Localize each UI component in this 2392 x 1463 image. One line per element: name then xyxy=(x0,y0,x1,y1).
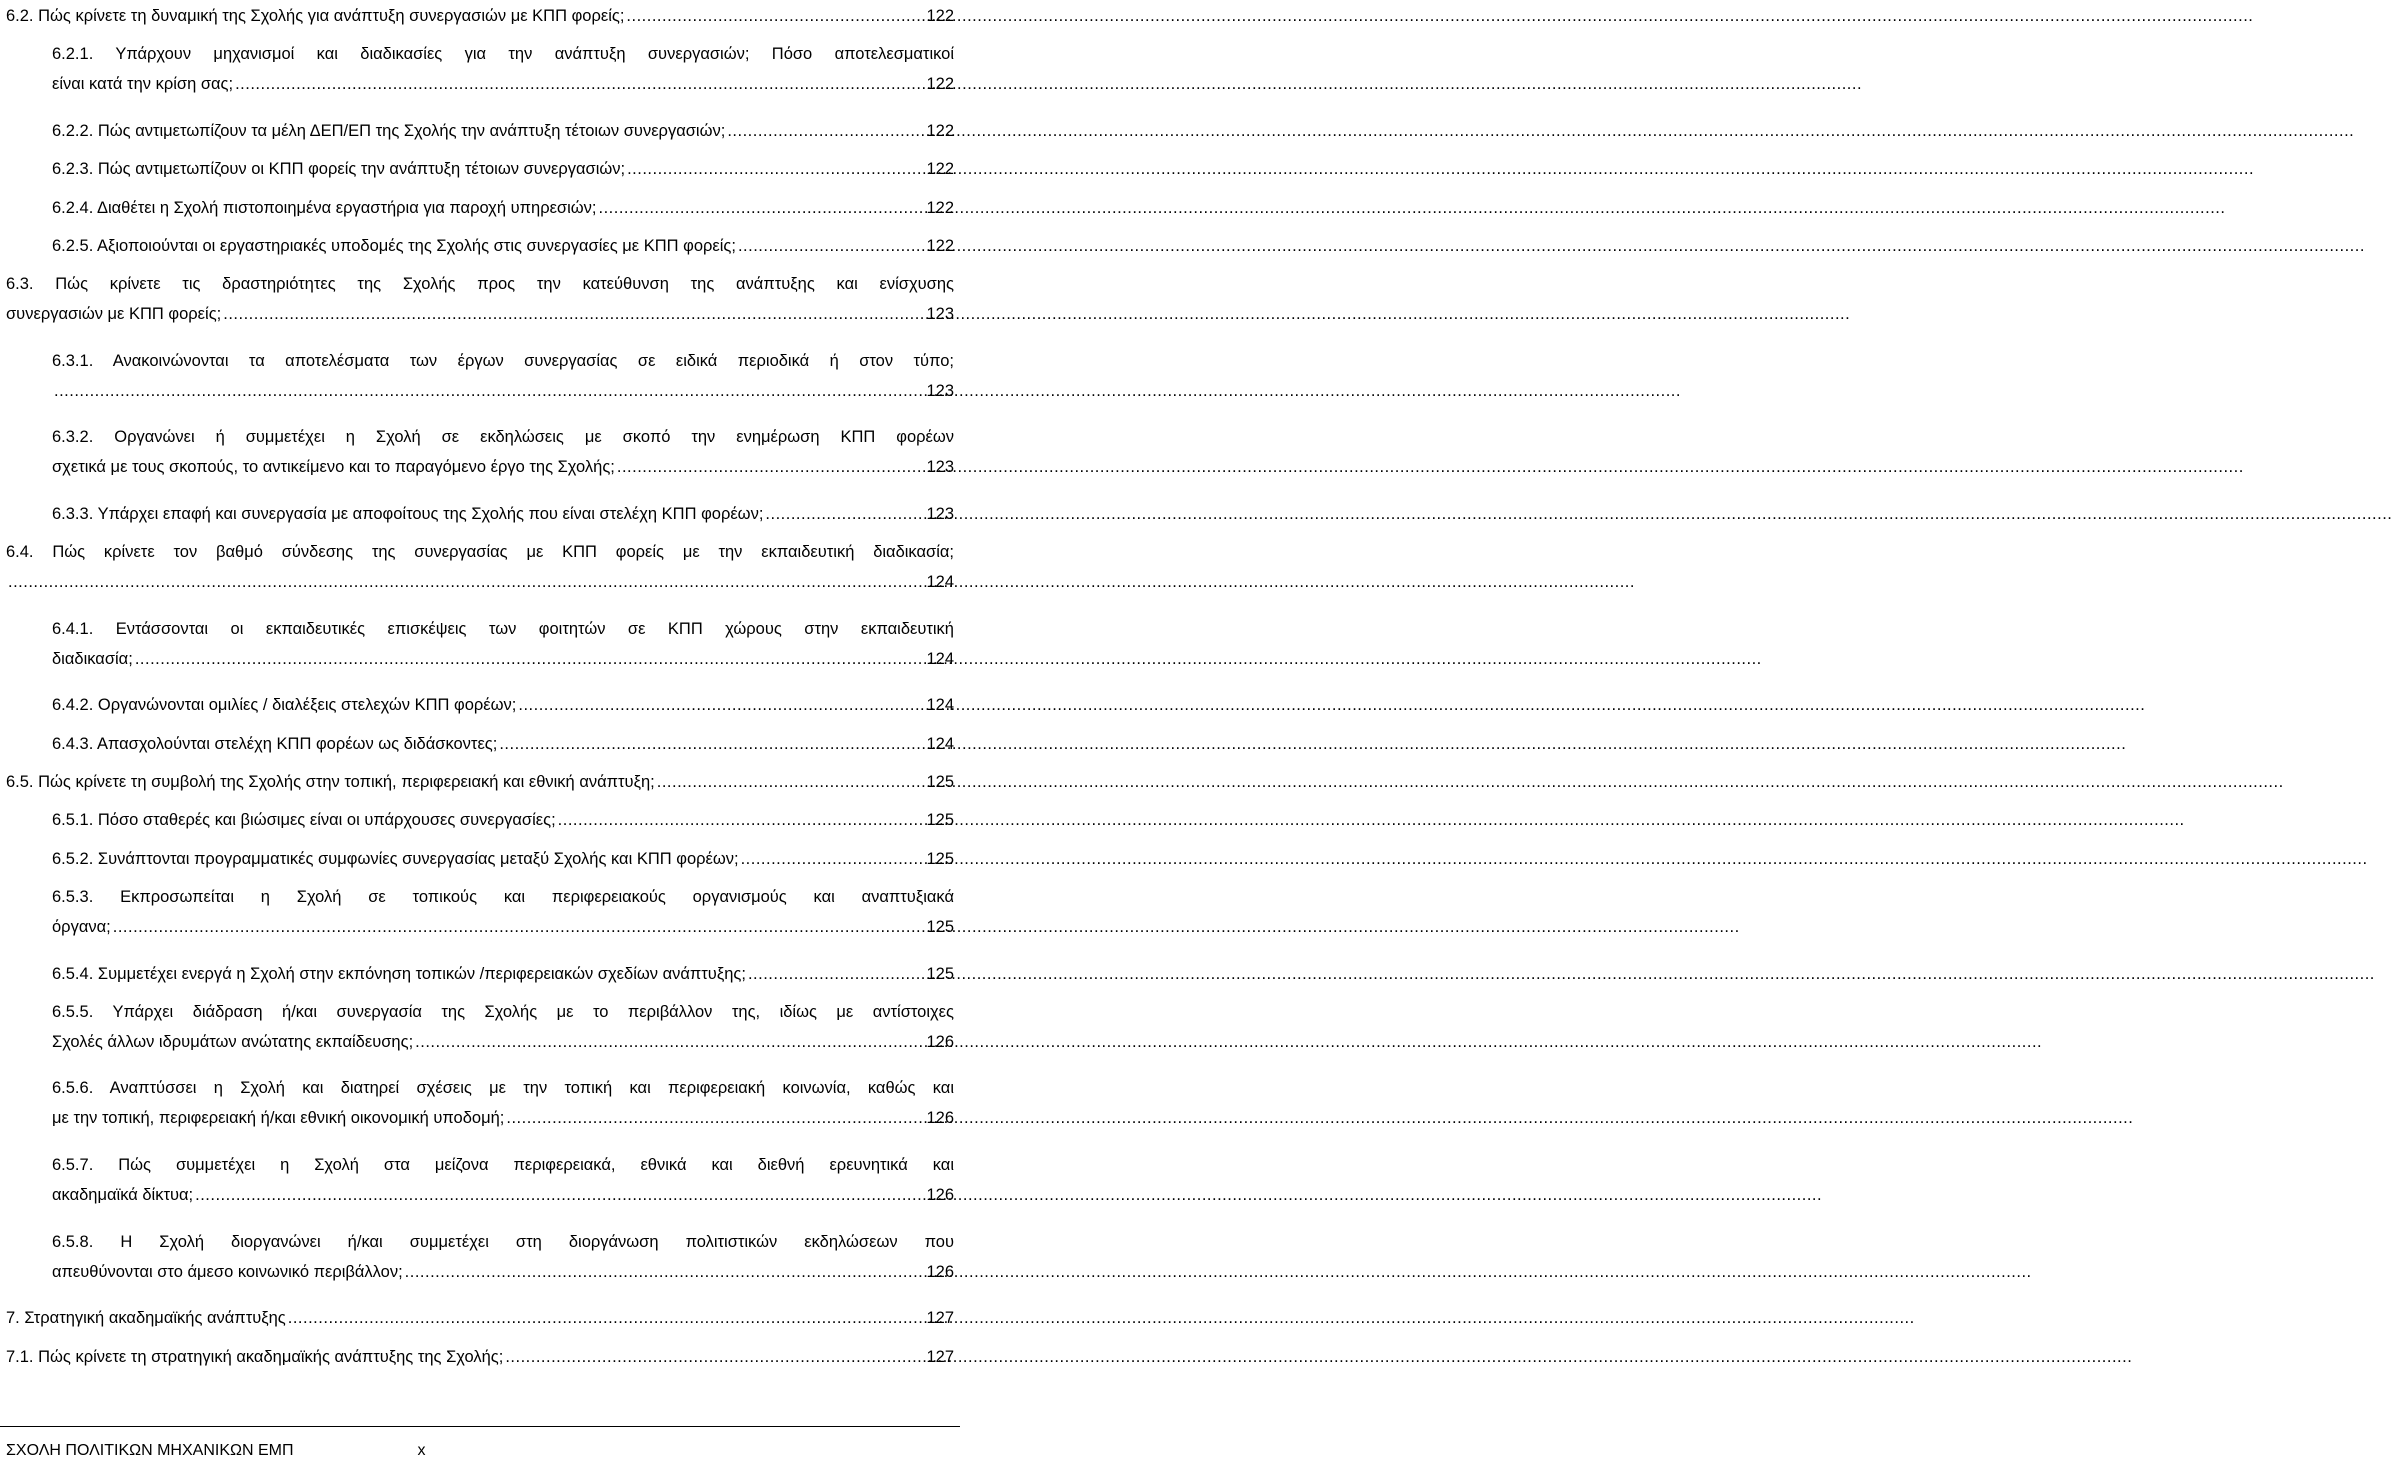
toc-entry-title: σχετικά με τους σκοπούς, το αντικείμενο και το παραγόμενο έργο της Σχολής; xyxy=(52,458,615,477)
toc-entry-text-line: 6.3.2. Οργανώνει ή συμμετέχει η Σχολή σε εκδηλώσεις με σκοπό την ενημέρωση ΚΠΠ φορέων xyxy=(52,428,954,447)
toc-entry-row xyxy=(52,455,954,479)
toc-entry-title: 6.4.3. Απασχολούνται στελέχη ΚΠΠ φορέων ως διδάσκοντες; xyxy=(52,734,498,753)
toc-entry-row xyxy=(52,1030,954,1054)
toc-page-number: 123 xyxy=(926,381,954,400)
toc-entry[interactable] xyxy=(52,349,954,403)
toc-entry-text-line: 6.3. Πώς κρίνετε τις δραστηριότητες της Σχολής προς την κατεύθυνση της ανάπτυξης και ενίσχυσης xyxy=(6,275,954,294)
toc-page-number: 122 xyxy=(926,75,954,94)
toc-page-number: 125 xyxy=(926,849,954,868)
toc-entry-text-line: 6.5.8. Η Σχολή διοργανώνει ή/και συμμετέχει στη διοργάνωση πολιτιστικών εκδηλώσεων που xyxy=(52,1232,954,1251)
toc-entry-title: με την τοπική, περιφερειακή ή/και εθνική οικονομική υποδομή; xyxy=(52,1109,505,1128)
toc-entry[interactable] xyxy=(52,962,954,986)
toc-dot-leader xyxy=(415,1030,924,1054)
toc-entry[interactable] xyxy=(52,693,954,717)
toc-page-number: 123 xyxy=(926,305,954,324)
toc-dot-leader xyxy=(505,1345,924,1369)
toc-entry[interactable] xyxy=(52,196,954,220)
toc-entry-row xyxy=(6,302,954,326)
toc-entry-title: 6.3.3. Υπάρχει επαφή και συνεργασία με αποφοίτους της Σχολής που είναι στελέχη ΚΠΠ φορέων; xyxy=(52,504,764,523)
toc-page-number: 126 xyxy=(926,1262,954,1281)
toc-page-number: 126 xyxy=(926,1109,954,1128)
toc-dot-leader xyxy=(288,1306,925,1330)
toc-dot-leader xyxy=(599,196,925,220)
toc-entry-title: 6.2.4. Διαθέτει η Σχολή πιστοποιημένα εργαστήρια για παροχή υπηρεσιών; xyxy=(52,198,597,217)
toc-entry-row xyxy=(52,847,954,871)
toc-entry[interactable] xyxy=(6,4,954,28)
toc-entry[interactable] xyxy=(52,1153,954,1207)
toc-page-number: 126 xyxy=(926,1032,954,1051)
toc-entry-text-line: 6.5.6. Αναπτύσσει η Σχολή και διατηρεί σχέσεις με την τοπική και περιφερειακή κοινωνία, καθώς και xyxy=(52,1079,954,1098)
toc-dot-leader xyxy=(765,502,924,526)
toc-dot-leader xyxy=(223,302,924,326)
toc-dot-leader xyxy=(626,4,924,28)
toc-page-number: 124 xyxy=(926,649,954,668)
toc-entry[interactable] xyxy=(6,770,954,794)
toc-entry-text-line: 6.2.1. Υπάρχουν μηχανισμοί και διαδικασίες για την ανάπτυξη συνεργασιών; Πόσο αποτελεσματικοί xyxy=(52,45,954,64)
toc-entry[interactable] xyxy=(52,1000,954,1054)
toc-entry[interactable] xyxy=(52,1230,954,1284)
toc-page-number: 122 xyxy=(926,160,954,179)
toc-entry-title: 6.2.2. Πώς αντιμετωπίζουν τα μέλη ΔΕΠ/ΕΠ της Σχολής την ανάπτυξη τέτοιων συνεργασιών; xyxy=(52,121,726,140)
toc-dot-leader xyxy=(727,119,924,143)
toc-entry[interactable] xyxy=(52,157,954,181)
toc-entry-text-line: 6.4.1. Εντάσσονται οι εκπαιδευτικές επισκέψεις των φοιτητών σε ΚΠΠ χώρους στην εκπαιδευτική xyxy=(52,619,954,638)
toc-page-number: 124 xyxy=(926,734,954,753)
toc-dot-leader xyxy=(113,915,925,939)
toc-dot-leader xyxy=(135,647,925,671)
toc-dot-leader xyxy=(741,847,925,871)
toc-entry-row xyxy=(52,647,954,671)
toc-page-number: 125 xyxy=(926,917,954,936)
toc-entry-title: 7.1. Πώς κρίνετε τη στρατηγική ακαδημαϊκής ανάπτυξης της Σχολής; xyxy=(6,1347,504,1366)
toc-page-number: 125 xyxy=(926,964,954,983)
toc-entry-title: απευθύνονται στο άμεσο κοινωνικό περιβάλλον; xyxy=(52,1262,403,1281)
footer-page-number: x xyxy=(417,1442,426,1459)
toc-entry-text-line: 6.5.3. Εκπροσωπείται η Σχολή σε τοπικούς και περιφερειακούς οργανισμούς και αναπτυξιακά xyxy=(52,887,954,906)
toc-dot-leader xyxy=(627,157,924,181)
toc-dot-leader xyxy=(748,962,925,986)
toc-page-number: 122 xyxy=(926,198,954,217)
toc-entry[interactable] xyxy=(52,732,954,756)
toc-entry-row xyxy=(52,1183,954,1207)
toc-entry-title: 6.2.5. Αξιοποιούνται οι εργαστηριακές υποδομές της Σχολής στις συνεργασίες με ΚΠΠ φορείς; xyxy=(52,236,736,255)
toc-entry[interactable] xyxy=(52,119,954,143)
toc-dot-leader xyxy=(235,72,924,96)
toc-entry-title: 6.2.3. Πώς αντιμετωπίζουν οι ΚΠΠ φορείς την ανάπτυξη τέτοιων συνεργασιών; xyxy=(52,160,626,179)
toc-entry[interactable] xyxy=(52,42,954,96)
toc-entry-title: 7. Στρατηγική ακαδημαϊκής ανάπτυξης xyxy=(6,1309,286,1328)
toc-entry-row xyxy=(52,196,954,220)
toc-dot-leader xyxy=(405,1260,925,1284)
toc-entry[interactable] xyxy=(52,885,954,939)
toc-page-number: 127 xyxy=(926,1309,954,1328)
toc-entry-title: ακαδημαϊκά δίκτυα; xyxy=(52,1186,194,1204)
toc-entry-title: 6.5.4. Συμμετέχει ενεργά η Σχολή στην εκπόνηση τοπικών /περιφερειακών σχεδίων ανάπτυξης; xyxy=(52,964,746,983)
toc-entry-row xyxy=(52,234,954,258)
footer-divider xyxy=(0,1426,960,1427)
footer-school-name: ΣΧΟΛΗ ΠΟΛΙΤΙΚΩΝ ΜΗΧΑΝΙΚΩΝ ΕΜΠ xyxy=(6,1442,294,1459)
toc-entry-row xyxy=(52,1260,954,1284)
toc-entry-title: 6.5. Πώς κρίνετε τη συμβολή της Σχολής στην τοπική, περιφερειακή και εθνική ανάπτυξη; xyxy=(6,773,655,791)
toc-entry-row xyxy=(6,570,954,594)
toc-entry-text-line: 6.5.5. Υπάρχει διάδραση ή/και συνεργασία της Σχολής με το περιβάλλον της, ιδίως με αντίστοιχες xyxy=(52,1002,954,1021)
toc-entry-row xyxy=(52,502,954,526)
toc-page-number: 127 xyxy=(926,1347,954,1366)
toc-page-number: 124 xyxy=(926,573,954,592)
toc-dot-leader xyxy=(518,693,924,717)
toc-page-number: 124 xyxy=(926,696,954,715)
toc-entry-title: 6.5.1. Πόσο σταθερές και βιώσιμες είναι οι υπάρχουσες συνεργασίες; xyxy=(52,811,556,830)
page-footer xyxy=(6,1441,425,1461)
toc-entry-title: 6.4.2. Οργανώνονται ομιλίες / διαλέξεις στελεχών ΚΠΠ φορέων; xyxy=(52,696,517,715)
toc-dot-leader xyxy=(558,808,925,832)
toc-dot-leader xyxy=(506,1106,924,1130)
toc-entry-row xyxy=(52,915,954,939)
toc-entry[interactable] xyxy=(52,1076,954,1130)
toc-page-number: 122 xyxy=(926,7,954,25)
toc-page-number: 123 xyxy=(926,458,954,477)
toc-entry-title: είναι κατά την κρίση σας; xyxy=(52,75,234,94)
toc-entry-row xyxy=(6,1345,954,1369)
toc-page-number: 125 xyxy=(926,811,954,830)
toc-entry-row xyxy=(52,693,954,717)
toc-entry-title: 6.2. Πώς κρίνετε τη δυναμική της Σχολής για ανάπτυξη συνεργασιών με ΚΠΠ φορείς; xyxy=(6,7,625,25)
toc-entry-title: όργανα; xyxy=(52,917,111,936)
toc-dot-leader xyxy=(195,1183,924,1207)
toc-entry[interactable] xyxy=(52,502,954,526)
toc-entry[interactable] xyxy=(52,808,954,832)
toc-entry-row xyxy=(52,1106,954,1130)
toc-entry-title: διαδικασία; xyxy=(52,649,133,668)
toc-entry-text-line: 6.5.7. Πώς συμμετέχει η Σχολή στα μείζονα περιφερειακά, εθνικά και διεθνή ερευνητικά και xyxy=(52,1156,954,1174)
toc-entry[interactable] xyxy=(6,1345,954,1369)
toc-page-number: 126 xyxy=(926,1186,954,1204)
toc-entry-title: 6.5.2. Συνάπτονται προγραμματικές συμφωνίες συνεργασίας μεταξύ Σχολής και ΚΠΠ φορέων; xyxy=(52,849,739,868)
toc-dot-leader xyxy=(8,570,924,594)
toc-entry[interactable] xyxy=(6,272,954,326)
toc-entry-text-line: 6.3.1. Ανακοινώνονται τα αποτελέσματα των έργων συνεργασίας σε ειδικά περιοδικά ή στον τύπο; xyxy=(52,351,954,370)
toc-entry-title: Σχολές άλλων ιδρυμάτων ανώτατης εκπαίδευσης; xyxy=(52,1032,414,1051)
toc-page-number: 123 xyxy=(926,504,954,523)
toc-dot-leader xyxy=(738,234,925,258)
toc-entry-row xyxy=(6,770,954,794)
toc-entry[interactable] xyxy=(6,540,954,594)
toc-page-number: 122 xyxy=(926,236,954,255)
toc-entry[interactable] xyxy=(52,425,954,479)
toc-entry-row xyxy=(6,4,954,28)
toc-dot-leader xyxy=(499,732,924,756)
toc-entry-text-line: 6.4. Πώς κρίνετε τον βαθμό σύνδεσης της συνεργασίας με ΚΠΠ φορείς με την εκπαιδευτική διαδικασία; xyxy=(6,543,954,562)
toc-page-number: 122 xyxy=(926,121,954,140)
toc-entry-row xyxy=(52,962,954,986)
toc-entry-title: συνεργασιών με ΚΠΠ φορείς; xyxy=(6,305,222,324)
toc-entry[interactable] xyxy=(6,1306,954,1330)
toc-entry[interactable] xyxy=(52,617,954,671)
toc-page-number: 125 xyxy=(926,773,954,791)
toc-entry-row xyxy=(52,157,954,181)
toc-entry[interactable] xyxy=(52,234,954,258)
toc-entry[interactable] xyxy=(52,847,954,871)
toc-entry-row xyxy=(52,72,954,96)
toc-entry-row xyxy=(6,1306,954,1330)
toc-entry-row xyxy=(52,732,954,756)
toc-dot-leader xyxy=(617,455,925,479)
toc-dot-leader xyxy=(54,379,924,403)
toc-dot-leader xyxy=(657,770,925,794)
toc-entry-row xyxy=(52,379,954,403)
toc-entry-row xyxy=(52,119,954,143)
toc-entry-row xyxy=(52,808,954,832)
